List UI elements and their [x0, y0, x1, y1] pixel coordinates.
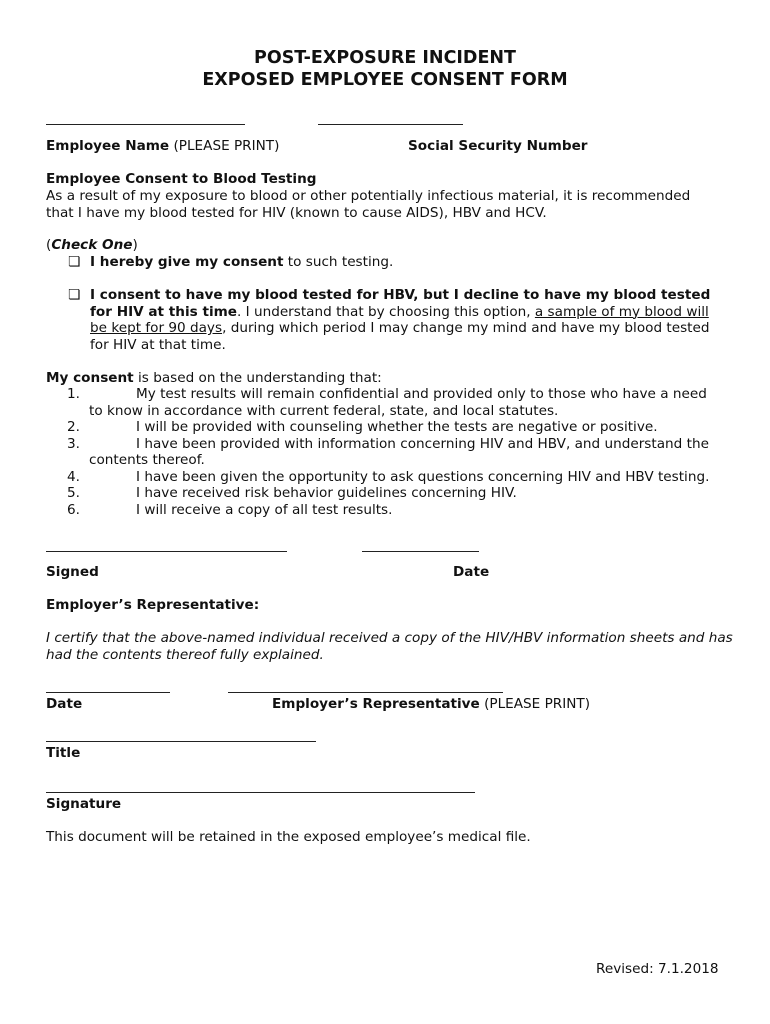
title-label: Title [46, 745, 81, 761]
list-item [0, 469, 770, 486]
rep-date-line[interactable] [46, 692, 170, 693]
consent-intro: As a result of my exposure to blood or other potentially infectious material, it is recommended that I have my blood tested for HIV (known to cause AIDS), HBV and HCV. [46, 188, 691, 221]
consent-option-2-checkbox[interactable] [68, 287, 90, 304]
understanding-lead-bold: My consent [46, 370, 134, 386]
consent-option-1[interactable] [68, 254, 393, 271]
employee-name-line[interactable] [46, 124, 245, 125]
list-item-text-cont: contents thereof. [89, 452, 205, 468]
option1-rest: to such testing. [283, 254, 394, 270]
revised-date: Revised: 7.1.2018 [596, 961, 719, 977]
list-item-text: I have been provided with information concerning HIV and HBV, and understand the [136, 435, 709, 452]
list-item-continuation [0, 403, 770, 420]
list-item-number: 2. [67, 419, 80, 435]
signature-line[interactable] [46, 792, 475, 793]
signed-line[interactable] [46, 551, 287, 552]
check-close-paren: ) [132, 237, 138, 253]
employee-name-label: Employee Name [46, 138, 170, 154]
consent-option-2-text [90, 287, 730, 353]
list-item-number: 4. [67, 468, 80, 485]
checkbox-icon[interactable]: ❏ [68, 254, 81, 270]
list-item-number: 5. [67, 485, 80, 501]
certify-text: I certify that the above-named individual received a copy of the HIV/HBV information sheets and has had the contents thereof fully explained. [46, 630, 733, 663]
employer-rep-heading: Employer’s Representative: [46, 597, 260, 613]
list-item-number: 6. [67, 501, 80, 518]
rep-name-label: Employer’s Representative [272, 696, 480, 712]
date-line[interactable] [362, 551, 479, 552]
form-title-line2: EXPOSED EMPLOYEE CONSENT FORM [202, 70, 568, 90]
rep-name-note: (PLEASE PRINT) [484, 696, 591, 712]
form-title-line1: POST-EXPOSURE INCIDENT [254, 48, 516, 68]
checkbox-icon[interactable]: ❏ [68, 287, 81, 303]
understanding-lead-rest: is based on the understanding that: [133, 370, 382, 386]
list-item-text: I have been given the opportunity to ask questions concerning HIV and HBV testing. [136, 468, 710, 485]
list-item [0, 419, 770, 436]
list-item-text: I will be provided with counseling whether the tests are negative or positive. [136, 419, 658, 435]
list-item [0, 386, 770, 403]
option2-bold: I consent to have my blood tested for HBV, but I decline to have my blood tested for HIV at this time [90, 287, 711, 320]
list-item [0, 485, 770, 502]
understanding-list [0, 386, 770, 518]
list-item-text: I will receive a copy of all test results. [136, 501, 393, 518]
list-item [0, 436, 770, 453]
list-item-continuation [0, 452, 770, 469]
list-item-text: I have received risk behavior guidelines concerning HIV. [136, 485, 517, 501]
check-one-label: Check One [51, 237, 133, 253]
list-item-text: My test results will remain confidential and provided only to those who have a need [136, 386, 707, 402]
employee-name-label-group [46, 138, 279, 155]
date-label: Date [453, 564, 490, 580]
understanding-lead [46, 370, 382, 387]
option1-bold: I hereby give my consent [90, 254, 284, 270]
list-item-text-cont: to know in accordance with current federal, state, and local statutes. [89, 402, 559, 419]
rep-name-line[interactable] [228, 692, 503, 693]
list-item-number: 3. [67, 435, 80, 452]
option2-rest: , during which period I may change my mind and have my blood tested for HIV at that time. [90, 320, 710, 353]
rep-name-label-group [272, 696, 590, 713]
title-line[interactable] [46, 741, 316, 742]
signed-label: Signed [46, 564, 99, 580]
rep-date-label: Date [46, 696, 83, 712]
list-item-number: 1. [67, 386, 80, 402]
signature-label: Signature [46, 796, 122, 812]
check-open-paren: ( [46, 237, 52, 253]
list-item [0, 502, 770, 519]
retention-note: This document will be retained in the exposed employee’s medical file. [46, 829, 531, 845]
option2-mid: . I understand that by choosing this option, [236, 303, 535, 320]
ssn-label: Social Security Number [408, 138, 588, 154]
consent-heading: Employee Consent to Blood Testing [46, 171, 317, 187]
employee-name-note: (PLEASE PRINT) [173, 138, 280, 154]
ssn-line[interactable] [318, 124, 463, 125]
option2-underline: a sample of my blood will be kept for 90 days [90, 303, 709, 336]
check-one-instruction [46, 237, 138, 254]
